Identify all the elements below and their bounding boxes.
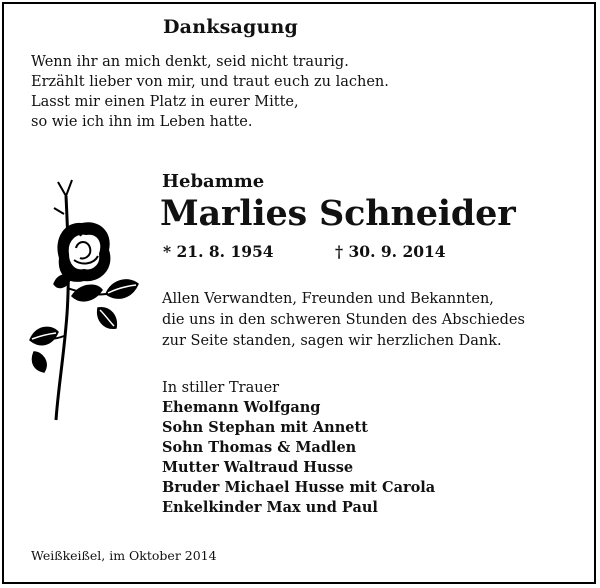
mourner-name: Sohn Thomas & Madlen [162,439,357,456]
rose-illustration [14,176,144,426]
death-date: † 30. 9. 2014 [335,242,446,261]
rose-leaves [30,275,138,372]
birth-date: * 21. 8. 1954 [163,242,274,261]
thanks-line: zur Seite standen, sagen wir herzlichen Dank. [162,333,502,349]
poem-line: Wenn ihr an mich denkt, seid nicht traurig. [31,54,349,70]
mourners-intro: In stiller Trauer [162,380,280,396]
mourner-name: Mutter Waltraud Husse [162,459,354,476]
rose-bloom [58,223,109,281]
mourner-name: Enkelkinder Max und Paul [162,499,378,516]
mourner-name: Bruder Michael Husse mit Carola [162,479,436,496]
poem-line: Erzählt lieber von mir, und traut euch zu lachen. [31,74,389,90]
thanks-line: die uns in den schweren Stunden des Abschiedes [162,312,525,328]
poem [31,52,389,132]
poem-line: Lasst mir einen Platz in eurer Mitte, [31,94,299,110]
mourner-name: Ehemann Wolfgang [162,399,321,416]
deceased-name: Marlies Schneider [160,193,516,234]
mourners [162,378,435,518]
mourner-name: Sohn Stephan mit Annett [162,419,368,436]
mourner-list [162,398,435,518]
thanks-line: Allen Verwandten, Freunden und Bekannten, [162,291,494,307]
notice-heading: Danksagung [163,16,298,38]
thanks-text [162,289,525,352]
place-date-footer: Weißkeißel, im Oktober 2014 [31,548,217,563]
poem-line: so wie ich ihn im Leben hatte. [31,114,253,130]
life-dates [163,242,446,261]
deceased-occupation: Hebamme [162,171,265,192]
